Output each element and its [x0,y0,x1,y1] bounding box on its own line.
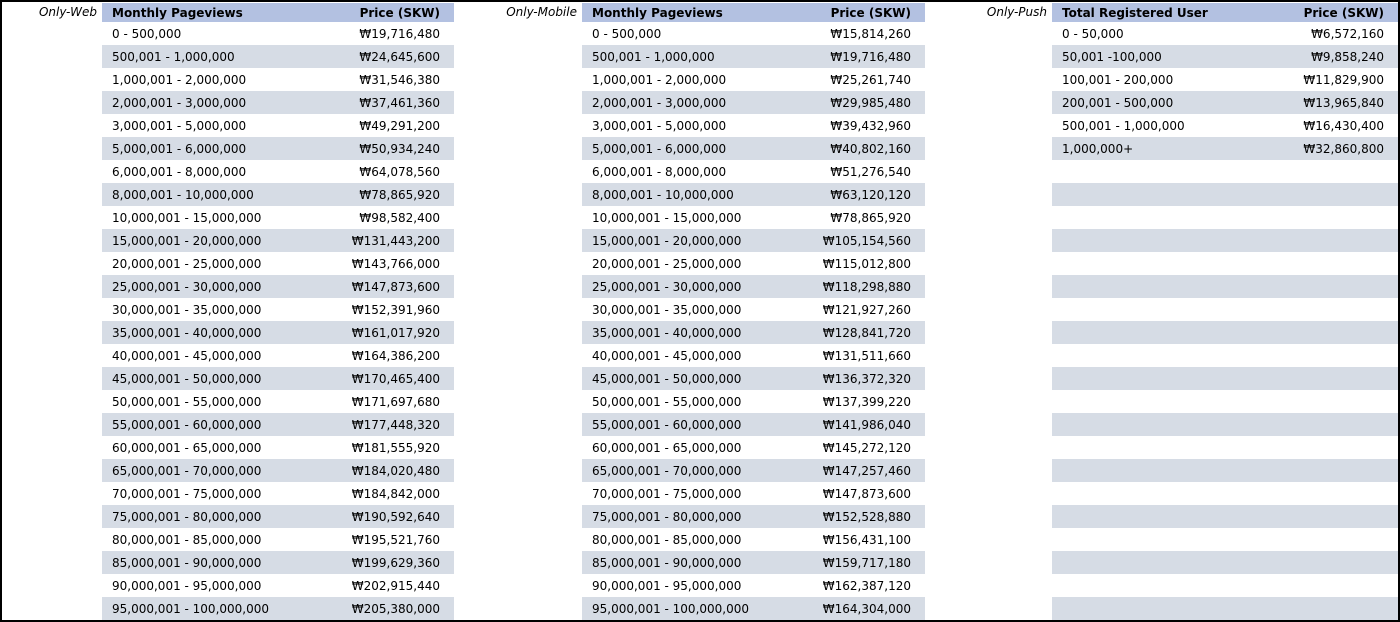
table-row [582,574,925,597]
range-cell: 3,000,001 - 5,000,000 [592,118,727,133]
table-row [582,505,925,528]
table-row [102,551,454,574]
table-row-empty [1052,551,1398,574]
range-cell: 50,000,001 - 55,000,000 [112,394,262,409]
range-cell: 30,000,001 - 35,000,000 [592,302,742,317]
price-cell: ₩152,391,960 [351,302,440,317]
range-cell: 40,000,001 - 45,000,000 [592,348,742,363]
range-cell: 6,000,001 - 8,000,000 [592,164,727,179]
pricing-group-push [925,3,1398,620]
range-cell: 45,000,001 - 50,000,000 [592,371,742,386]
range-cell: 20,000,001 - 25,000,000 [592,256,742,271]
price-cell: ₩159,717,180 [822,555,911,570]
price-cell: ₩170,465,400 [351,371,440,386]
range-cell: 75,000,001 - 80,000,000 [592,509,742,524]
pricing-table-mobile [582,3,925,620]
table-label-only-mobile: Only-Mobile [506,5,577,19]
table-row [582,390,925,413]
table-row [582,45,925,68]
table-row [102,252,454,275]
pricing-table-push [1052,3,1398,620]
table-row-empty [1052,252,1398,275]
price-cell: ₩137,399,220 [822,394,911,409]
range-cell: 10,000,001 - 15,000,000 [112,210,262,225]
range-cell: 80,000,001 - 85,000,000 [112,532,262,547]
table-row [102,45,454,68]
table-row-empty [1052,390,1398,413]
table-row-empty [1052,275,1398,298]
range-cell: 500,001 - 1,000,000 [1062,118,1185,133]
table-row [102,459,454,482]
range-cell: 10,000,001 - 15,000,000 [592,210,742,225]
price-cell: ₩190,592,640 [351,509,440,524]
price-cell: ₩136,372,320 [822,371,911,386]
price-cell: ₩37,461,360 [359,95,440,110]
price-cell: ₩32,860,800 [1303,141,1384,156]
range-cell: 2,000,001 - 3,000,000 [112,95,247,110]
table-row [582,183,925,206]
range-cell: 0 - 500,000 [112,26,182,41]
price-cell: ₩63,120,120 [830,187,911,202]
table-row [102,68,454,91]
table-row [102,574,454,597]
range-cell: 40,000,001 - 45,000,000 [112,348,262,363]
price-cell: ₩199,629,360 [351,555,440,570]
range-cell: 85,000,001 - 90,000,000 [112,555,262,570]
table-row [1052,114,1398,137]
table-row [582,22,925,45]
table-label-only-push: Only-Push [986,5,1047,19]
table-row [582,367,925,390]
table-row-empty [1052,160,1398,183]
range-cell: 3,000,001 - 5,000,000 [112,118,247,133]
range-cell: 65,000,001 - 70,000,000 [592,463,742,478]
table-row [102,482,454,505]
price-cell: ₩24,645,600 [359,49,440,64]
price-cell: ₩51,276,540 [830,164,911,179]
range-cell: 90,000,001 - 95,000,000 [112,578,262,593]
table-row [102,91,454,114]
column-header-price: Price (SKW) [1303,5,1384,20]
table-row [102,114,454,137]
table-row-empty [1052,344,1398,367]
table-row [582,344,925,367]
range-cell: 500,001 - 1,000,000 [592,49,715,64]
column-header-pageviews: Monthly Pageviews [112,5,243,20]
table-row-empty [1052,321,1398,344]
table-row [582,551,925,574]
range-cell: 65,000,001 - 70,000,000 [112,463,262,478]
price-cell: ₩162,387,120 [822,578,911,593]
table-header-row [1052,3,1398,22]
range-cell: 50,000,001 - 55,000,000 [592,394,742,409]
table-row-empty [1052,436,1398,459]
range-cell: 6,000,001 - 8,000,000 [112,164,247,179]
table-row [1052,45,1398,68]
table-row [102,413,454,436]
range-cell: 2,000,001 - 3,000,000 [592,95,727,110]
table-row [102,436,454,459]
range-cell: 60,000,001 - 65,000,000 [592,440,742,455]
price-cell: ₩156,431,100 [822,532,911,547]
table-row [1052,137,1398,160]
price-cell: ₩131,443,200 [351,233,440,248]
table-header-row [102,3,454,22]
table-row-empty [1052,574,1398,597]
table-row [582,298,925,321]
table-row-empty [1052,528,1398,551]
price-cell: ₩16,430,400 [1303,118,1384,133]
price-cell: ₩40,802,160 [830,141,911,156]
table-body [102,22,454,620]
range-cell: 60,000,001 - 65,000,000 [112,440,262,455]
table-row [1052,68,1398,91]
table-row-empty [1052,459,1398,482]
range-cell: 100,001 - 200,000 [1062,72,1174,87]
range-cell: 1,000,001 - 2,000,000 [592,72,727,87]
table-row [102,206,454,229]
price-cell: ₩128,841,720 [822,325,911,340]
price-cell: ₩9,858,240 [1311,49,1384,64]
table-row [1052,91,1398,114]
price-cell: ₩19,716,480 [359,26,440,41]
table-row [102,298,454,321]
range-cell: 5,000,001 - 6,000,000 [112,141,247,156]
table-row [582,597,925,620]
range-cell: 70,000,001 - 75,000,000 [592,486,742,501]
table-row [102,183,454,206]
table-row [102,229,454,252]
price-cell: ₩25,261,740 [830,72,911,87]
price-cell: ₩11,829,900 [1303,72,1384,87]
price-cell: ₩145,272,120 [822,440,911,455]
price-cell: ₩195,521,760 [351,532,440,547]
price-cell: ₩31,546,380 [359,72,440,87]
range-cell: 35,000,001 - 40,000,000 [592,325,742,340]
table-row [582,459,925,482]
price-cell: ₩147,257,460 [822,463,911,478]
table-row [102,390,454,413]
table-row-empty [1052,367,1398,390]
column-header-price: Price (SKW) [830,5,911,20]
price-cell: ₩177,448,320 [351,417,440,432]
table-row [102,22,454,45]
price-cell: ₩6,572,160 [1311,26,1384,41]
price-cell: ₩152,528,880 [822,509,911,524]
price-cell: ₩141,986,040 [822,417,911,432]
table-row-empty [1052,597,1398,620]
price-cell: ₩118,298,880 [822,279,911,294]
range-cell: 50,001 -100,000 [1062,49,1162,64]
range-cell: 0 - 50,000 [1062,26,1124,41]
column-header-price: Price (SKW) [359,5,440,20]
range-cell: 80,000,001 - 85,000,000 [592,532,742,547]
range-cell: 0 - 500,000 [592,26,662,41]
price-cell: ₩164,386,200 [351,348,440,363]
table-row [582,275,925,298]
price-cell: ₩205,380,000 [351,601,440,616]
table-row [582,229,925,252]
table-row [102,344,454,367]
table-body [1052,22,1398,620]
range-cell: 35,000,001 - 40,000,000 [112,325,262,340]
table-row [582,68,925,91]
range-cell: 85,000,001 - 90,000,000 [592,555,742,570]
price-cell: ₩19,716,480 [830,49,911,64]
range-cell: 90,000,001 - 95,000,000 [592,578,742,593]
table-row [582,160,925,183]
price-cell: ₩64,078,560 [359,164,440,179]
range-cell: 75,000,001 - 80,000,000 [112,509,262,524]
table-row-empty [1052,298,1398,321]
table-row [582,91,925,114]
range-cell: 45,000,001 - 50,000,000 [112,371,262,386]
table-row-empty [1052,413,1398,436]
range-cell: 8,000,001 - 10,000,000 [592,187,734,202]
table-row [102,367,454,390]
price-cell: ₩39,432,960 [830,118,911,133]
range-cell: 25,000,001 - 30,000,000 [592,279,742,294]
price-cell: ₩15,814,260 [830,26,911,41]
table-row [582,114,925,137]
table-row [102,137,454,160]
price-cell: ₩181,555,920 [351,440,440,455]
column-header-registered-users: Total Registered User [1062,5,1208,20]
table-row [102,597,454,620]
range-cell: 500,001 - 1,000,000 [112,49,235,64]
table-row [582,137,925,160]
range-cell: 15,000,001 - 20,000,000 [112,233,262,248]
table-row-empty [1052,482,1398,505]
table-row [1052,22,1398,45]
range-cell: 200,001 - 500,000 [1062,95,1174,110]
table-row-empty [1052,183,1398,206]
price-cell: ₩161,017,920 [351,325,440,340]
table-row [582,252,925,275]
price-cell: ₩98,582,400 [359,210,440,225]
table-body [582,22,925,620]
range-cell: 25,000,001 - 30,000,000 [112,279,262,294]
table-row [102,321,454,344]
table-header-row [582,3,925,22]
price-cell: ₩184,842,000 [351,486,440,501]
column-header-pageviews: Monthly Pageviews [592,5,723,20]
range-cell: 1,000,000+ [1062,141,1134,156]
pricing-group-web [2,3,454,620]
range-cell: 30,000,001 - 35,000,000 [112,302,262,317]
price-cell: ₩202,915,440 [351,578,440,593]
price-cell: ₩105,154,560 [822,233,911,248]
price-cell: ₩29,985,480 [830,95,911,110]
table-row [582,528,925,551]
price-cell: ₩143,766,000 [351,256,440,271]
table-row-empty [1052,229,1398,252]
price-cell: ₩164,304,000 [822,601,911,616]
price-cell: ₩49,291,200 [359,118,440,133]
price-cell: ₩184,020,480 [351,463,440,478]
table-row [582,413,925,436]
range-cell: 95,000,001 - 100,000,000 [592,601,750,616]
range-cell: 55,000,001 - 60,000,000 [592,417,742,432]
range-cell: 1,000,001 - 2,000,000 [112,72,247,87]
range-cell: 15,000,001 - 20,000,000 [592,233,742,248]
table-label-only-web: Only-Web [38,5,97,19]
price-cell: ₩115,012,800 [822,256,911,271]
table-row [582,206,925,229]
range-cell: 70,000,001 - 75,000,000 [112,486,262,501]
price-cell: ₩147,873,600 [822,486,911,501]
table-row [102,160,454,183]
price-cell: ₩131,511,660 [822,348,911,363]
price-cell: ₩13,965,840 [1303,95,1384,110]
table-row [102,505,454,528]
table-row-empty [1052,505,1398,528]
pricing-group-mobile [454,3,925,620]
range-cell: 20,000,001 - 25,000,000 [112,256,262,271]
range-cell: 5,000,001 - 6,000,000 [592,141,727,156]
range-cell: 55,000,001 - 60,000,000 [112,417,262,432]
table-row [582,436,925,459]
range-cell: 95,000,001 - 100,000,000 [112,601,270,616]
price-cell: ₩121,927,260 [822,302,911,317]
table-row [102,275,454,298]
price-cell: ₩78,865,920 [359,187,440,202]
table-row-empty [1052,206,1398,229]
price-cell: ₩171,697,680 [351,394,440,409]
range-cell: 8,000,001 - 10,000,000 [112,187,254,202]
pricing-table-web [102,3,454,620]
table-row [102,528,454,551]
table-row [582,321,925,344]
price-cell: ₩78,865,920 [830,210,911,225]
price-cell: ₩50,934,240 [359,141,440,156]
price-cell: ₩147,873,600 [351,279,440,294]
table-row [582,482,925,505]
